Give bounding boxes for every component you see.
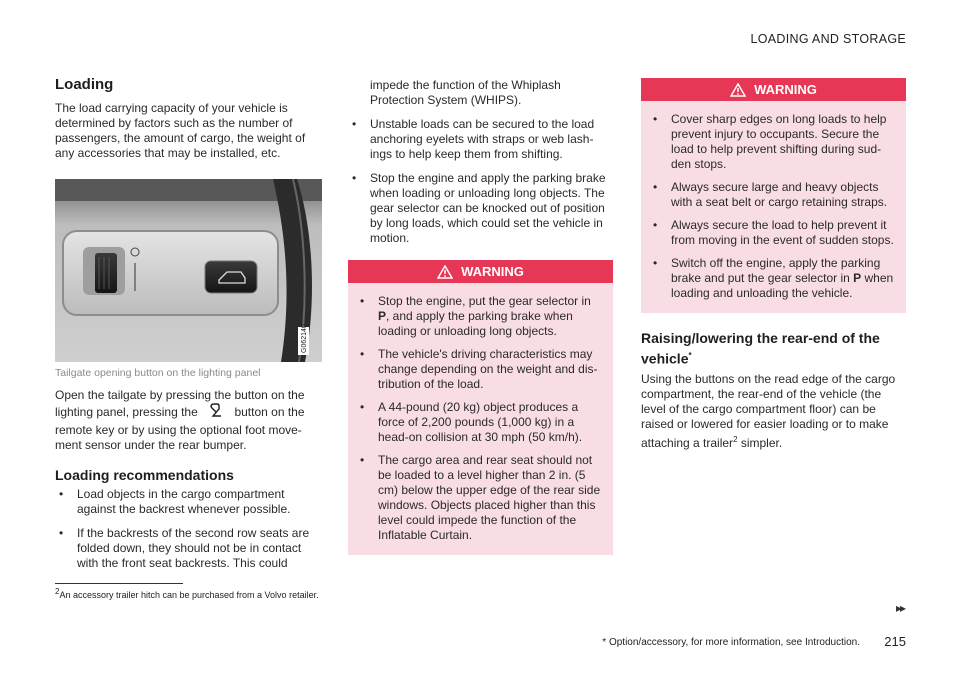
list-item: • Always secure the load to help prevent it from moving in the event of sudden stops.	[653, 218, 894, 247]
warning-label: WARNING	[754, 82, 817, 97]
footnote-divider	[55, 583, 183, 584]
warning-triangle-icon	[437, 265, 453, 279]
lighting-panel-illustration	[55, 179, 322, 362]
list-item: • Always secure large and heavy objects with a seat belt or cargo retaining straps.	[653, 180, 888, 209]
warning-list	[348, 283, 613, 555]
section-title-loading: Loading	[55, 76, 114, 93]
list-item: • Stop the engine and apply the parking brake when loading or unloading long objects. The gear selector can be knocked out of position by long loads, which could set the vehicle in motion.	[352, 171, 606, 245]
page-number: 215	[884, 634, 906, 649]
list-item: • A 44-pound (20 kg) object produces a force of 2,200 pounds (1,000 kg) in a head-on collision at 30 mph (50 km/h).	[360, 400, 583, 444]
running-header: LOADING AND STORAGE	[750, 32, 906, 46]
warning-header	[348, 260, 613, 283]
figure-code: G062140	[301, 324, 308, 353]
recommendations-list	[55, 487, 322, 571]
warning-triangle-icon	[730, 83, 746, 97]
column-1	[55, 72, 322, 580]
footer-note: * Option/accessory, for more information, see Introduction.	[602, 637, 860, 648]
column-2	[348, 78, 613, 555]
list-item: • Cover sharp edges on long loads to help prevent injury to occupants. Secure the load to help prevent shifting during sud-den stops.	[653, 112, 887, 171]
next-page-chevrons: ▸▸	[895, 601, 904, 615]
warning-box-1	[348, 260, 613, 555]
subtitle-loading-recommendations: Loading recommendations	[55, 467, 234, 483]
figure-caption: Tailgate opening button on the lighting panel	[55, 367, 261, 379]
tailgate-icon	[209, 403, 223, 423]
continued-text: impede the function of the Whiplash Protection System (WHIPS).	[370, 78, 561, 107]
open-tailgate-paragraph	[55, 388, 322, 453]
tailgate-button-photo	[55, 179, 322, 362]
warning-list	[641, 101, 906, 313]
column-3	[641, 78, 906, 451]
subtitle-raising-lowering: Raising/lowering the rear-end of the vehicle*	[641, 330, 880, 367]
list-item: • If the backrests of the second row seats are folded down, they should not be in contact with the front seat backrests. This could	[59, 526, 310, 570]
warning-label: WARNING	[461, 264, 524, 279]
footnote: $^2$An accessory trailer hitch can be purchased from a Volvo retailer.	[55, 587, 319, 600]
list-item: • Switch off the engine, apply the parking brake and put the gear selector in P when loading and unloading the vehicle.	[653, 256, 894, 300]
recommendations-list-continued	[348, 117, 613, 246]
open-text-part-2: button on the remote key or by using the optional foot move-ment sensor under the rear bumper.	[55, 405, 305, 452]
list-item: • Unstable loads can be secured to the load anchoring eyelets with straps or web lash-ings to help keep them from shifting.	[352, 117, 595, 161]
list-item: • Stop the engine, put the gear selector in P, and apply the parking brake when loading or unloading long objects.	[360, 294, 591, 338]
warning-header	[641, 78, 906, 101]
warning-box-2	[641, 78, 906, 313]
intro-paragraph: The load carrying capacity of your vehicle is determined by factors such as the number of passengers, the amount of cargo, the weight of any accessories that may be installed, etc.	[55, 101, 306, 160]
open-text-part-1: Open the tailgate by pressing the button on the lighting panel, pressing the	[55, 388, 305, 420]
raising-paragraph: Using the buttons on the read edge of the cargo compartment, the rear-end of the vehicle (the level of the cargo compartment floor) can be raised or lowered for easier loading or to make attaching a trailer$^2$ simpler.	[641, 371, 896, 450]
list-item: • The cargo area and rear seat should not be loaded to a level higher than 2 in. (5 cm) below the upper edge of the rear side windows. Objects placed higher than this level could impede the function of the Inflatable Curtain.	[360, 453, 601, 542]
list-item: • Load objects in the cargo compartment against the backrest whenever possible.	[59, 487, 291, 516]
list-item: • The vehicle's driving characteristics may change depending on the weight and dis-tribution of the load.	[360, 347, 598, 391]
